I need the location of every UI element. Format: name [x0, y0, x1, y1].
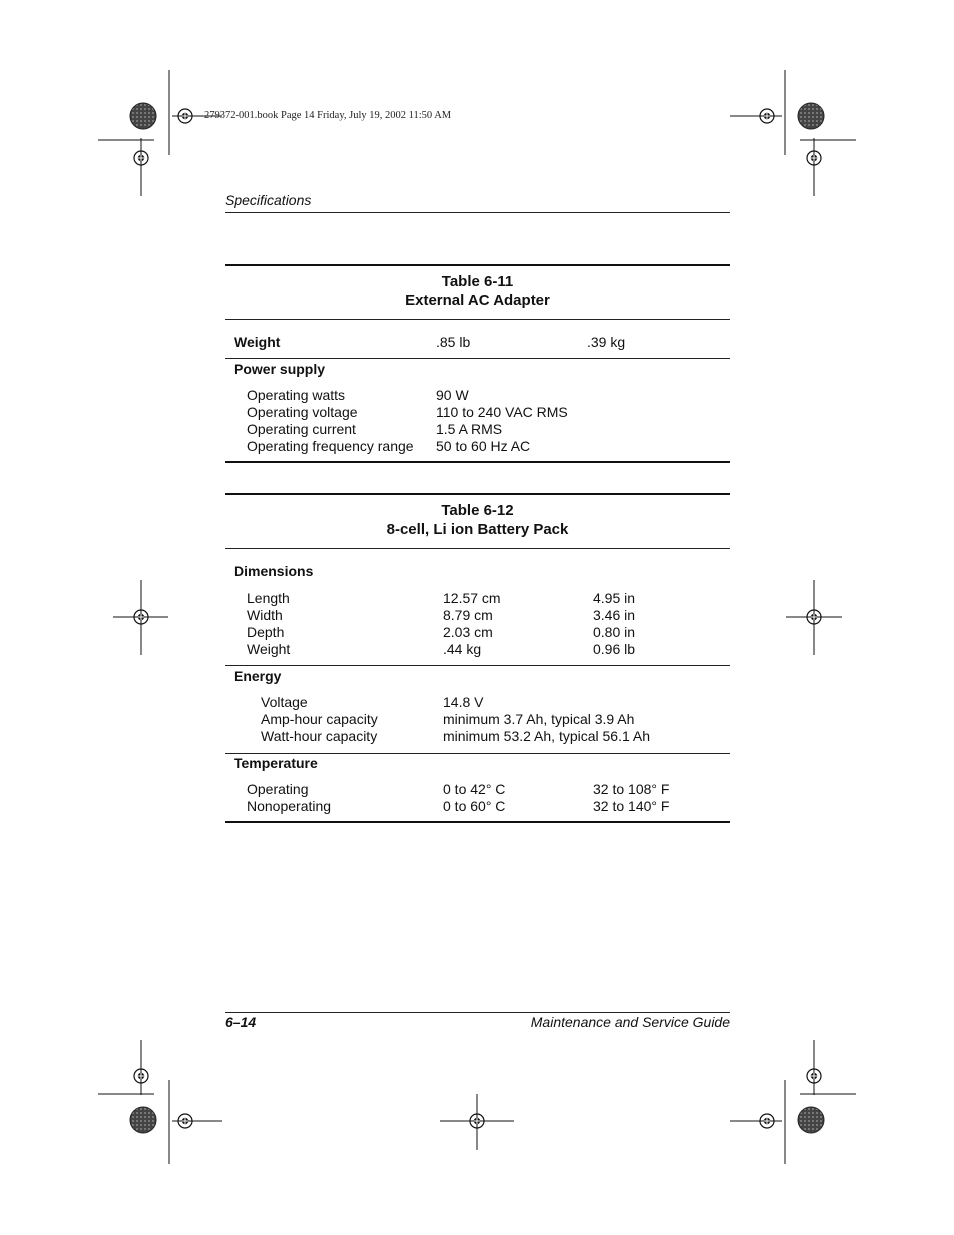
row-label: Operating current [247, 421, 356, 437]
row-value: 110 to 240 VAC RMS [436, 404, 568, 420]
row-label: Watt-hour capacity [261, 728, 378, 744]
row-value: minimum 53.2 Ah, typical 56.1 Ah [443, 728, 650, 744]
metric-value: 2.03 cm [443, 624, 493, 640]
header-rule [225, 212, 730, 213]
metric-value: 0 to 60° C [443, 798, 506, 814]
row-rule [225, 753, 730, 754]
section-label-power-supply: Power supply [234, 361, 326, 377]
footer-rule [225, 1012, 730, 1013]
row-label: Length [247, 590, 290, 606]
row-label: Width [247, 607, 283, 623]
table-bottom-rule [225, 821, 730, 823]
table-top-rule [225, 264, 730, 266]
table-title: External AC Adapter [405, 292, 550, 309]
metric-value: .44 kg [443, 641, 482, 657]
imperial-value: 0.80 in [593, 624, 636, 640]
guide-title: Maintenance and Service Guide [530, 1014, 730, 1030]
row-label: Nonoperating [247, 798, 332, 814]
row-label: Amp-hour capacity [261, 711, 378, 727]
row-label: Voltage [261, 694, 308, 710]
row-value: 50 to 60 Hz AC [436, 438, 531, 454]
imperial-value: 3.46 in [593, 607, 636, 623]
metric-value: 12.57 cm [443, 590, 501, 606]
imperial-value: 0.96 lb [593, 641, 636, 657]
row-label-weight: Weight [234, 334, 281, 350]
print-slug: 279372-001.book Page 14 Friday, July 19, 2002 11:50 AM [204, 110, 452, 121]
metric-value: 0 to 42° C [443, 781, 506, 797]
registration-disc-icon [798, 103, 824, 129]
metric-value: 8.79 cm [443, 607, 493, 623]
table-bottom-rule [225, 461, 730, 463]
table-caption-rule [225, 548, 730, 549]
row-label: Weight [247, 641, 291, 657]
section-label-dimensions: Dimensions [234, 563, 314, 579]
weight-kg-value: .39 kg [587, 334, 626, 350]
registration-disc-icon [130, 1107, 156, 1133]
table-number: Table 6-12 [441, 502, 514, 519]
page-number: 6–14 [225, 1014, 257, 1030]
table-caption-rule [225, 319, 730, 320]
row-label: Operating [247, 781, 309, 797]
imperial-value: 32 to 140° F [593, 798, 670, 814]
weight-lb-value: .85 lb [436, 334, 471, 350]
row-rule [225, 665, 730, 666]
row-label: Operating frequency range [247, 438, 414, 454]
row-value: minimum 3.7 Ah, typical 3.9 Ah [443, 711, 635, 727]
row-value: 14.8 V [443, 694, 484, 710]
row-label: Operating voltage [247, 404, 358, 420]
table-title: 8-cell, Li ion Battery Pack [386, 521, 569, 538]
section-label-temperature: Temperature [234, 755, 318, 771]
row-label: Operating watts [247, 387, 346, 403]
registration-disc-icon [798, 1107, 824, 1133]
table-number: Table 6-11 [441, 273, 514, 290]
row-label: Depth [247, 624, 285, 640]
imperial-value: 32 to 108° F [593, 781, 670, 797]
imperial-value: 4.95 in [593, 590, 636, 606]
table-top-rule [225, 493, 730, 495]
registration-disc-icon [130, 103, 156, 129]
row-rule [225, 358, 730, 359]
section-label-energy: Energy [234, 668, 282, 684]
row-value: 1.5 A RMS [436, 421, 503, 437]
row-value: 90 W [436, 387, 469, 403]
running-head: Specifications [225, 192, 312, 208]
